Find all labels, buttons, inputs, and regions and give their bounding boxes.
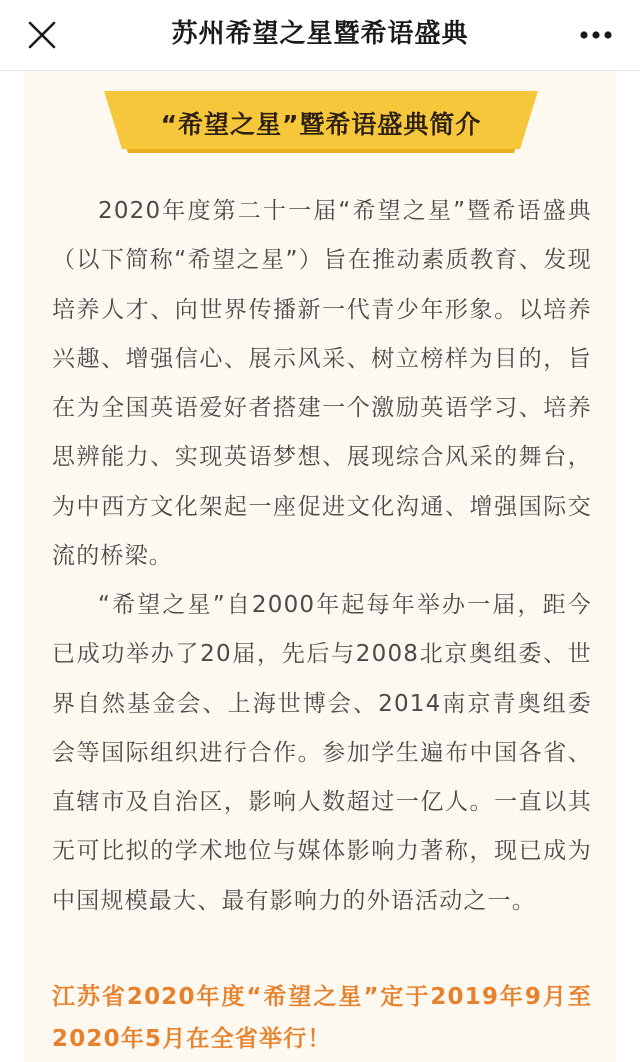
page-title: 苏州希望之星暨希语盛典 (171, 19, 469, 49)
section-banner (104, 91, 538, 161)
intro-paragraph-1: 2020年度第二十一届“希望之星”暨希语盛典（以下简称“希望之星”）旨在推动素质教育、发现培养人才、向世界传播新一代青少年形象。以培养兴趣、增强信心、展示风采、树立榜样为目的，旨在为全国英语爱好者搭建一个激励英语学习、培养思辨能力、实现英语梦想、展现综合风采的舞台，为中西方文化架起一座促进文化沟通、增强国际交流的桥梁。 (52, 198, 592, 570)
article-content (24, 71, 616, 1062)
more-dots-icon (579, 30, 613, 40)
close-button[interactable] (22, 15, 62, 55)
more-options-button[interactable] (574, 15, 618, 55)
close-icon (28, 21, 56, 49)
banner-title: “希望之星”暨希语盛典简介 (160, 110, 482, 139)
schedule-highlight: 江苏省2020年度“希望之星”定于2019年9月至2020年5月在全省举行！ (52, 984, 592, 1052)
intro-paragraph-2: “希望之星”自2000年起每年举办一届，距今已成功举办了20届，先后与2008北京奥组委、世界自然基金会、上海世博会、2014南京青奥组委会等国际组织进行合作。参加学生遍布中国各省、直辖市及自治区，影响人数超过一亿人。一直以其无可比拟的学术地位与媒体影响力著称，现已成为中国规模最大、最有影响力的外语活动之一。 (52, 592, 592, 914)
top-navigation-bar (0, 0, 640, 71)
